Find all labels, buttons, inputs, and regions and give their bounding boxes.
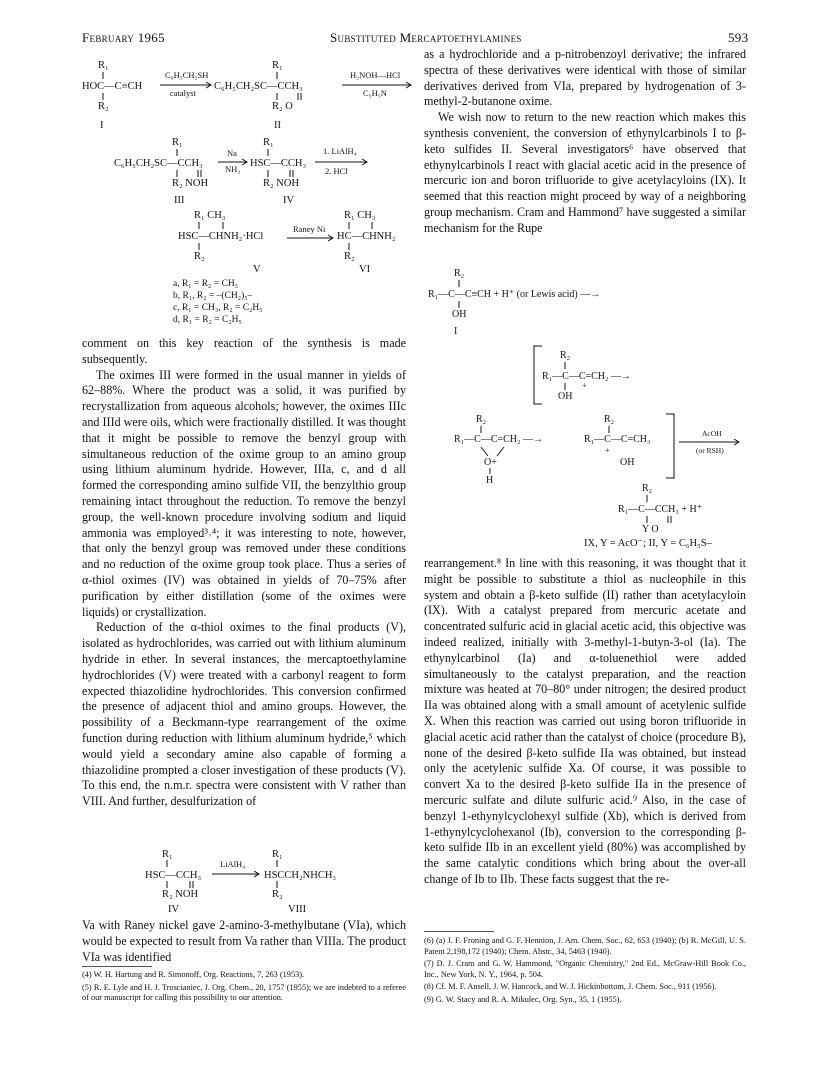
scheme2-VIII-label: VIII xyxy=(288,904,307,915)
scheme2-IV-bot: R₂ NOH xyxy=(162,889,199,900)
mechanism-scheme xyxy=(424,262,746,552)
footnote-8: (8) Cf. M. F. Ansell, J. W. Hancock, and W. J. Hickinbottom, J. Chem. Soc., 911 (1956). xyxy=(424,982,717,992)
scheme1-arrow1-bot: catalyst xyxy=(170,88,196,98)
running-header-title: Substituted Mercaptoethylamines xyxy=(330,30,522,45)
scheme3-int3-plus: + xyxy=(605,446,610,455)
reduction-scheme xyxy=(140,846,380,918)
paragraph: Va with Raney nickel gave 2-amino-3-methylbutane (VIa), which would be expected to result from Va rather than VIIIa. The product VIa was identified xyxy=(82,918,406,964)
scheme2-IV-top: R₁ xyxy=(162,849,173,860)
scheme3-int2-main: R₁—C—C=CH₂ —→ xyxy=(454,434,544,445)
scheme1-arrow3-top: Na xyxy=(227,148,237,158)
scheme1-arrow1-top: C₆H₅CH₂SH xyxy=(165,70,209,80)
left-column-continuation xyxy=(82,918,406,965)
scheme1-IV-main: HSC—CCH₃ xyxy=(250,158,307,169)
synthesis-scheme xyxy=(80,48,420,346)
scheme1-arrow3-bot: NH₃ xyxy=(225,164,241,174)
scheme1-I-main: HOC—C≡CH xyxy=(82,81,143,92)
scheme3-int2-top: R₂ xyxy=(476,414,487,425)
scheme1-II-label: II xyxy=(274,120,281,131)
scheme1-key-a: a, R₁ = R₂ = CH₃ xyxy=(173,279,238,289)
scheme2-IV-main: HSC—CCH₃ xyxy=(145,870,202,881)
scheme3-int2-h: H xyxy=(486,475,494,486)
scheme1-arrow2-bot: C₅H₅N xyxy=(363,88,387,98)
footnote-5: (5) R. E. Lyle and H. J. Troscianiec, J. Org. Chem., 20, 1757 (1955); we are indebted to a referee of our manuscript for calling this possibility to our attention. xyxy=(82,982,406,1003)
scheme3-int3-bot: OH xyxy=(620,457,635,468)
scheme1-II-top: R₁ xyxy=(272,60,283,71)
running-header-left: February 1965 xyxy=(82,30,165,45)
scheme1-IV-top: R₁ xyxy=(263,137,274,148)
page-number: 593 xyxy=(728,30,749,45)
scheme3-int1-bot: OH xyxy=(558,391,573,402)
scheme1-I-label: I xyxy=(100,120,104,131)
scheme1-III-top: R₁ xyxy=(172,137,183,148)
scheme1-V-bot: R₂ xyxy=(194,251,205,262)
scheme3-int3-main: R₁—C—C=CH₃ xyxy=(584,434,651,445)
footnote-6: (6) (a) J. F. Froning and G. F. Hennion, J. Am. Chem. Soc., 62, 653 (1940); (b) R. McGill, U. S. Patent 2,198,172 (1940); Chem. Abstr., 34, 5463 (1940). xyxy=(424,936,746,956)
paragraph: We wish now to return to the new reaction which makes this synthesis convenient, the conversion of ethynylcarbinols I to β-keto sulfides II. Several investigators⁶ have observed that ethynylcarbinols I react with glacial acetic acid in the presence of mercuric ion and boron trifluoride to give acetylacyloins (IX). It seemed that this reaction might proceed by way of a neighboring group mechanism. Cram and Hammond⁷ have suggested a similar mechanism for the Rupe xyxy=(424,110,746,235)
paragraph: comment on this key reaction of the synthesis is made subsequently. xyxy=(82,336,406,366)
footnote-rule xyxy=(424,931,494,932)
scheme1-I-top: R₁ xyxy=(98,60,109,71)
footnote-7: (7) D. J. Cram and G. W. Hammond, "Organic Chemistry," 2nd Ed., McGraw-Hill Book Co., Inc., New York, N. Y., 1964, p. 504. xyxy=(424,959,746,979)
scheme1-key-b: b, R₁, R₂ = –(CH₂)₅– xyxy=(173,291,253,301)
scheme3-prod-label: IX, Y = AcO⁻; II, Y = C₆H₅S– xyxy=(584,538,712,549)
scheme3-prod-top: R₂ xyxy=(642,483,653,494)
scheme1-II-main: C₆H₅CH₂SC—CCH₃ xyxy=(214,81,303,92)
scheme1-I-bot: R₂ xyxy=(98,101,109,112)
scheme3-row1-label: I xyxy=(454,326,458,337)
scheme1-V-main: HSC—CHNH₂·HCl xyxy=(178,231,264,242)
scheme1-V-top: R₁ CH₃ xyxy=(194,210,226,221)
paragraph: rearrangement.⁸ In line with this reasoning, it was thought that it might be possible to substitute a thiol as nucleophile in this system and obtain a β-keto sulfide (II) rather than acetylacyloin (IX). With a catalyst prepared from mercuric acetate and concentrated sulfuric acid in glacial acetic acid, this objective was indeed realized, initially with 3-methyl-1-butyn-3-ol (Ia). The ethynylcarbinol (Ia) and α-toluenethiol were added simultaneously to the catalyst preparation, and the reaction mixture was heated at 70–80° under nitrogen; the desired product IIa was obtained along with a small amount of acetylenic sulfide X. When this reaction was carried out using boron trifluoride in glacial acetic acid rather than the catalyst of choice (procedure B), none of the desired β-keto sulfide IIa was obtained, but instead only the acetylenic sulfide Xa. Of course, it was possible to convert Xa to the desired β-keto sulfide IIa in the presence of mercuric sulfate and dilute sulfuric acid.⁹ Also, in the case of benzyl 1-ethynylcyclohexyl sulfide (Xb), which is derived from 1-ethynylcyclohexanol (Ib), conversion to the corresponding β-keto sulfide IIb in an excellent yield (80%) was accomplished by the same catalytic conditions which bring about the over-all change of Ib to IIb. These facts suggest that the re- xyxy=(424,556,746,886)
right-column-body-bottom xyxy=(424,556,746,888)
scheme1-III-bot: R₂ NOH xyxy=(172,178,209,189)
scheme2-arrow-top: LiAlH₄ xyxy=(220,859,246,869)
scheme1-II-bot: R₂ O xyxy=(272,101,293,112)
scheme3-row1-top: R₂ xyxy=(454,268,465,279)
scheme1-VI-main: HC—CHNH₂ xyxy=(337,231,396,242)
scheme1-IV-label: IV xyxy=(283,195,295,206)
right-column-body-top xyxy=(424,47,746,237)
left-column-body xyxy=(82,336,406,810)
scheme2-VIII-bot: R₂ xyxy=(272,889,283,900)
scheme2-VIII-main: HSCCH₂NHCH₃ xyxy=(264,870,337,881)
footnote-4: (4) W. H. Hartung and R. Simonoff, Org. Reactions, 7, 263 (1953). xyxy=(82,970,305,979)
scheme3-int2-bot: O+ xyxy=(484,457,497,468)
scheme3-arrow-top: AcOH xyxy=(702,429,722,438)
scheme2-VIII-top: R₁ xyxy=(272,849,283,860)
scheme1-arrow4-bot: 2. HCl xyxy=(325,166,348,176)
scheme1-VI-bot: R₂ xyxy=(344,251,355,262)
scheme1-III-main: C₆H₅CH₂SC—CCH₃ xyxy=(114,158,203,169)
scheme1-VI-label: VI xyxy=(359,264,371,275)
scheme1-key-c: c, R₁ = CH₃, R₂ = C₂H₅ xyxy=(173,303,263,313)
scheme3-int1-main: R₁—C—C=CH₂ —→ xyxy=(542,371,632,382)
paragraph: Reduction of the α-thiol oximes to the final products (V), isolated as hydrochlorides, was carried out with lithium aluminum hydride in ether. In several instances, the mercaptoethylamine hydrochlorides (V) were treated with a carbonyl reagent to form expected thiazolidine hydrochlorides. This conversion confirmed the presence of adjacent thiol and amino groups. However, the possibility of a Beckmann-type rearrangement of the oxime function during reduction with lithium aluminum hydride,⁵ which would yield a secondary amine also capable of forming a thiazolidine prompted a closer investigation of these products (V). To this end, the n.m.r. spectra were consistent with V rather than VIII. And further, desulfurization of xyxy=(82,620,406,809)
paragraph: as a hydrochloride and a p-nitrobenzoyl derivative; the infrared spectra of these derivatives were identical with those of similar derivatives derived from VIa, prepared by hydrogenation of 3-methyl-2-butanone oxime. xyxy=(424,47,746,109)
scheme1-arrow2-top: H₂NOH—HCl xyxy=(350,70,401,80)
scheme3-int1-plus: + xyxy=(582,381,587,390)
scheme3-int3-top: R₂ xyxy=(604,414,615,425)
scheme1-arrow4-top: 1. LiAlH₄ xyxy=(323,146,357,156)
right-footnotes xyxy=(424,936,746,1008)
scheme3-arrow-bot: (or RSH) xyxy=(696,446,724,455)
scheme3-prod-main: R₁—C—CCH₃ + H⁺ xyxy=(618,504,703,515)
scheme1-arrow5-top: Raney Ni xyxy=(293,224,326,234)
scheme1-V-label: V xyxy=(253,264,261,275)
footnote-9: (9) G. W. Stacy and R. A. Mikulec, Org. Syn., 35, 1 (1955). xyxy=(424,994,622,1004)
scheme3-prod-bot: Y O xyxy=(642,524,659,535)
scheme1-III-label: III xyxy=(174,195,185,206)
paragraph: The oximes III were formed in the usual manner in yields of 62–88%. Where the product was a solid, it was purified by recrystallization from aqueous alcohols; however, the oximes IIIc and IIId were oils, which were fractionally distilled. It was thought that it might be possible to remove the benzyl group with simultaneous reduction of the oxime group to an amino group using lithium aluminum hydride. However, IIIa, c, and d all formed the corresponding amino sulfide VII, the benzylthio group remaining intact throughout the reduction. To remove the benzyl group, the well-known procedure involving sodium and liquid ammonia was employed³˒⁴; it was interesting to note, however, that only the benzyl group was removed under these conditions and no reduction of the oxime group took place. Thus a series of α-thiol oximes (IV) was obtained in yields of 70–75% after purification by either distillation (some of the oximes were liquids) or crystallization. xyxy=(82,367,406,619)
scheme3-int1-top: R₂ xyxy=(560,350,571,361)
scheme3-row1-bot: OH xyxy=(452,309,467,320)
scheme1-IV-bot: R₂ NOH xyxy=(263,178,300,189)
scheme1-VI-top: R₁ CH₃ xyxy=(344,210,376,221)
left-footnotes xyxy=(82,970,406,1006)
scheme3-row1-main: R₁—C—C≡CH + H⁺ (or Lewis acid) —→ xyxy=(428,289,601,300)
footnote-rule xyxy=(82,966,152,967)
scheme1-key-d: d, R₁ = R₂ = C₂H₅ xyxy=(173,315,242,325)
scheme2-IV-label: IV xyxy=(168,904,180,915)
